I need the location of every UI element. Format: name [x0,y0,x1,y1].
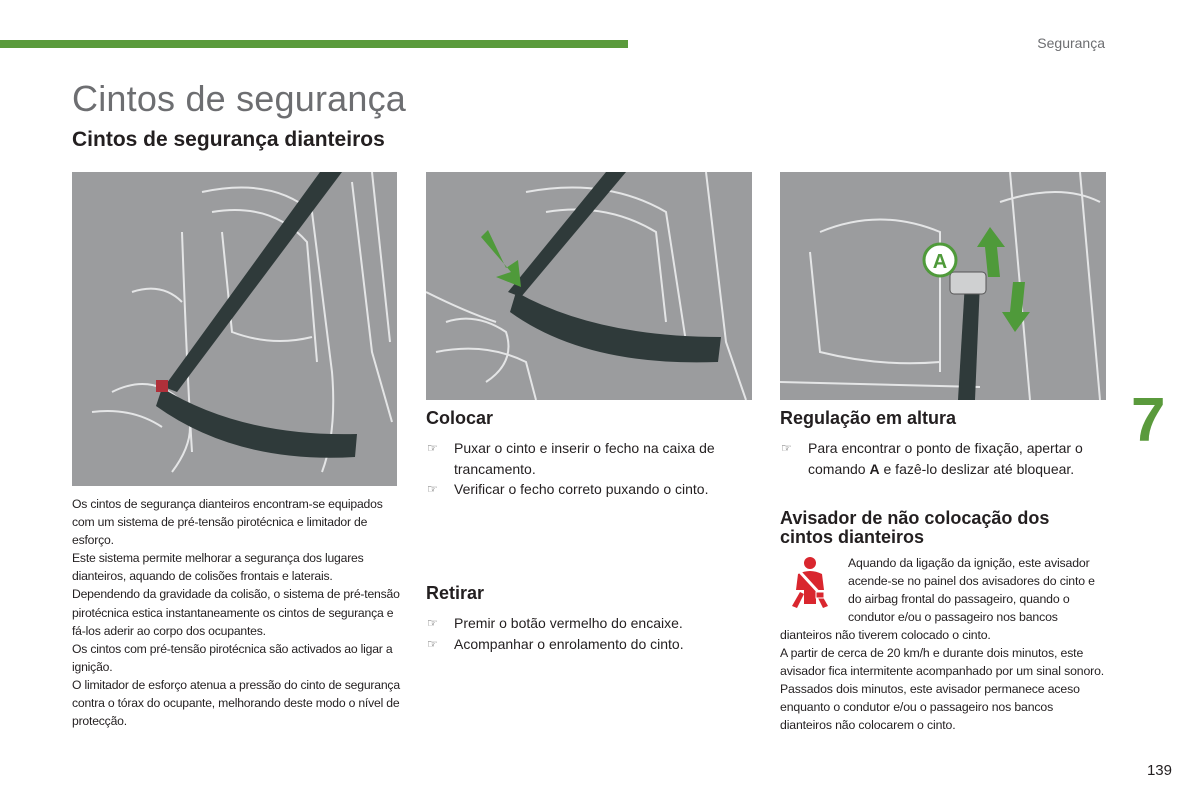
retirar-heading: Retirar [426,583,485,603]
pointing-hand-icon: ☞ [427,616,438,630]
page-title: Cintos de segurança [72,78,407,119]
section-label: Segurança [1037,35,1105,51]
page-number: 139 [1146,762,1172,779]
chapter-number: 7 [1131,386,1166,455]
colocar-heading: Colocar [426,408,494,428]
aviso-heading: Avisador de não colocação dos cintos dianteiros [780,508,1050,547]
intro-paragraph: Este sistema permite melhorar a segurança dos lugares dianteiros, aquando de colisões frontais e laterais. Dependendo da gravidade da colisão, o sistema de pré-tensão pirotécnica estica instantaneamente os cintos de segurança e fá-los aderir ao corpo dos ocupantes. [72,551,400,638]
seatbelt-warning-icon [780,554,840,610]
colocar-list [426,438,756,500]
list-item: ☞ Premir o botão vermelho do encaixe. [426,613,756,634]
aviso-section [780,509,1110,734]
regulacao-heading: Regulação em altura [780,408,957,428]
retirar-list [426,613,756,654]
pointing-hand-icon: ☞ [427,441,438,455]
regulacao-section [780,408,1110,479]
seatbelt-overview-illustration [72,172,397,486]
intro-paragraph: O limitador de esforço atenua a pressão do cinto de segurança contra o tórax do ocupante, melhorando deste modo o nível de protecção. [72,677,400,729]
intro-paragraph: Os cintos de segurança dianteiros encontram-se equipados com um sistema de pré-tensão pirotécnica e limitador de esforço. [72,497,383,548]
callout-a-label: A [932,251,948,273]
pointing-hand-icon: ☞ [781,441,792,455]
intro-text [72,495,402,730]
page-subtitle: Cintos de segurança dianteiros [72,128,385,151]
height-adjustment-illustration [780,172,1106,400]
intro-paragraph: Os cintos com pré-tensão pirotécnica são activados ao ligar a ignição. [72,641,393,674]
colocar-section [426,408,756,500]
regulacao-list [780,438,1110,479]
buckle-insertion-illustration [426,172,752,400]
command-a-label: A [869,460,880,477]
aviso-text-2: A partir de cerca de 20 km/h e durante dois minutos, este avisador fica intermitente acompanhado por um sinal sonoro. Passados dois minutos, este avisador permanece aceso enquanto o condutor e/ou o passageiro nos bancos dianteiros não colocarem o cinto. [780,646,1105,732]
list-item: ☞ Puxar o cinto e inserir o fecho na caixa de trancamento. [427,440,715,477]
pointing-hand-icon: ☞ [427,482,438,496]
list-item: ☞ Para encontrar o ponto de fixação, apertar o comando A e fazê-lo deslizar até bloquear. [781,440,1083,477]
header-rule [0,40,628,48]
aviso-text-1: Aquando da ligação da ignição, este avisador acende-se no painel dos avisadores do cinto e do airbag frontal do passageiro, quando o condutor e/ou o passageiro nos bancos dianteiros não tiverem colocado o cinto. [780,556,1095,642]
retirar-section [426,583,756,654]
list-item: ☞ Acompanhar o enrolamento do cinto. [426,634,756,655]
list-item: ☞ Verificar o fecho correto puxando o cinto. [426,479,756,500]
aviso-body [780,554,1106,734]
pointing-hand-icon: ☞ [427,636,438,651]
